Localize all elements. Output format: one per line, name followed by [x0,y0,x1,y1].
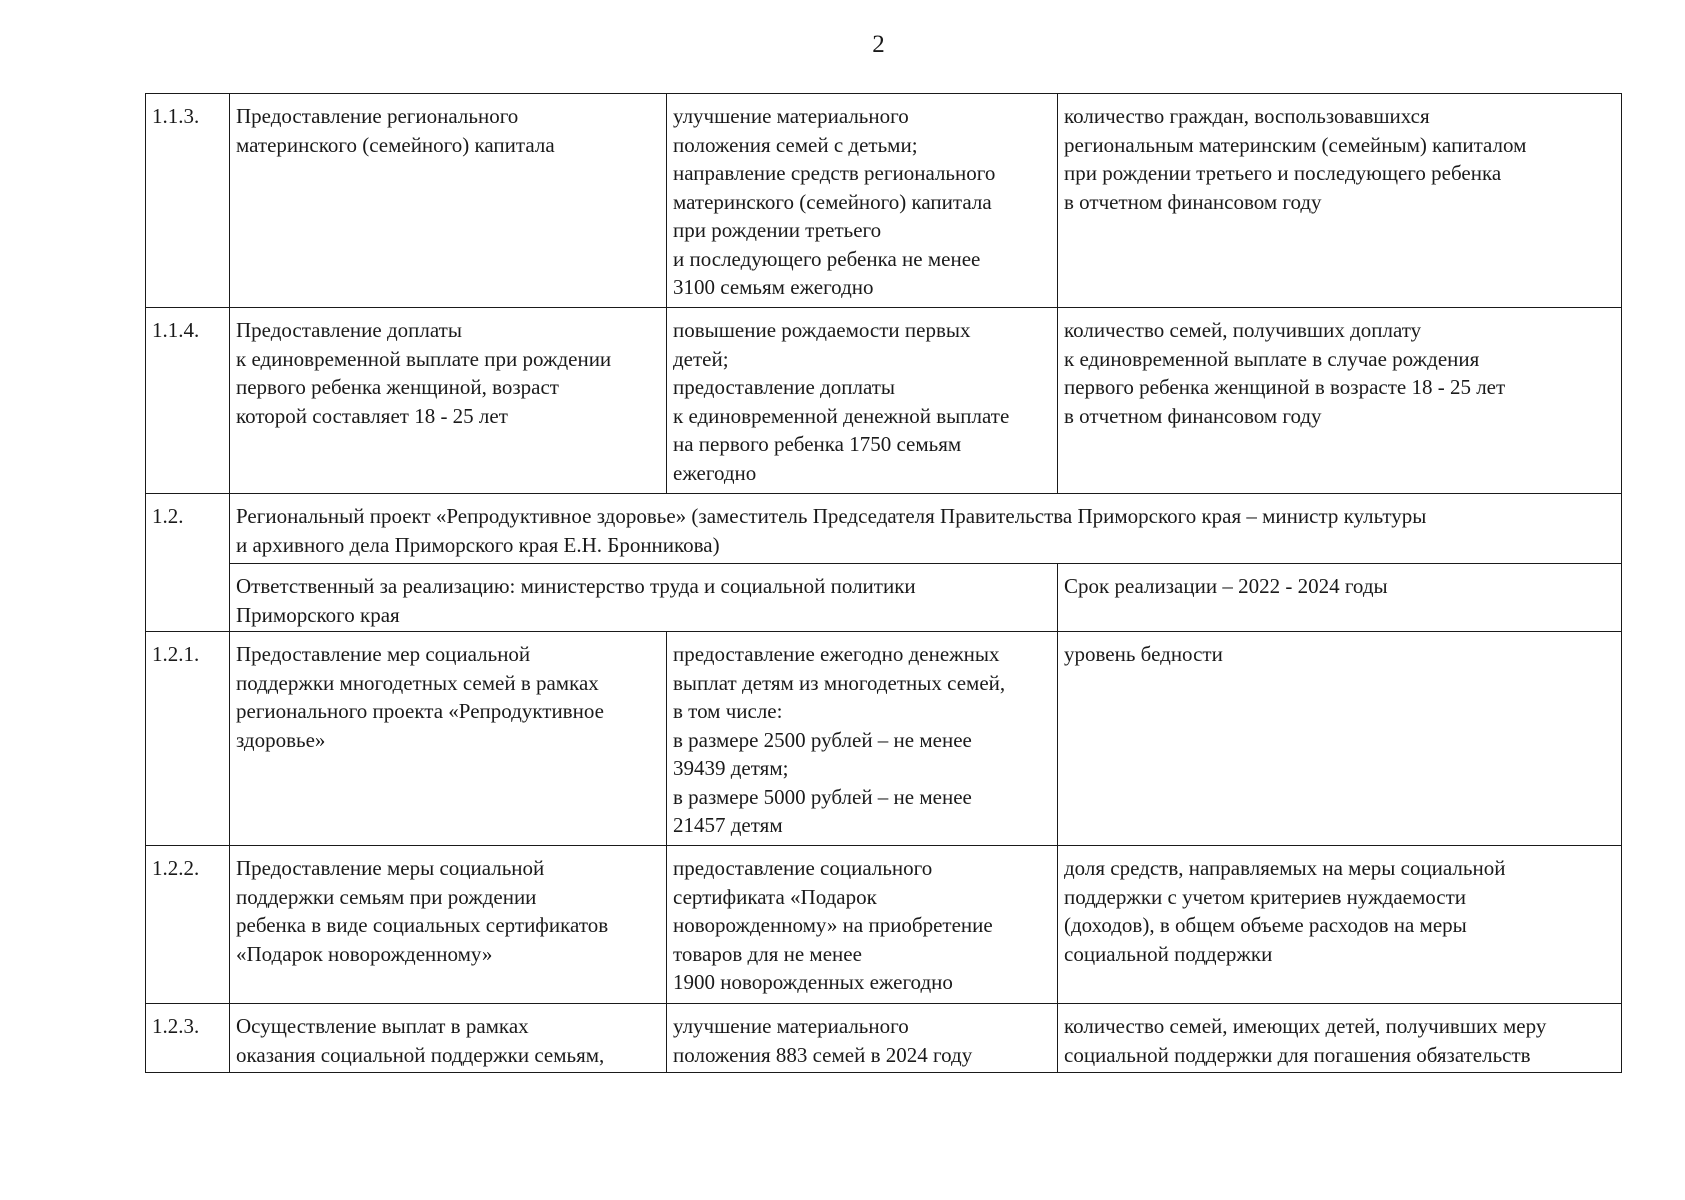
row-number: 1.1.3. [146,94,230,308]
table-row [146,632,1622,846]
measure-indicator: доля средств, направляемых на меры социальной поддержки с учетом критериев нуждаемости (доходов), в общем объеме расходов на меры социальной поддержки [1058,846,1622,1004]
row-number: 1.2.3. [146,1004,230,1073]
measure-indicator: количество граждан, воспользовавшихся региональным материнским (семейным) капиталом при рождении третьего и последующего ребенка в отчетном финансовом году [1058,94,1622,308]
measure-indicator: количество семей, имеющих детей, получивших меру социальной поддержки для погашения обязательств [1058,1004,1622,1073]
measure-result: повышение рождаемости первых детей; предоставление доплаты к единовременной денежной выплате на первого ребенка 1750 семьям ежегодно [667,308,1058,494]
measure-result: предоставление ежегодно денежных выплат детям из многодетных семей, в том числе: в размере 2500 рублей – не менее 39439 детям; в размере 5000 рублей – не менее 21457 детям [667,632,1058,846]
project-details-row [146,564,1622,632]
project-title: Региональный проект «Репродуктивное здоровье» (заместитель Председателя Правительства Приморского края – министр культуры и архивного дела Приморского края Е.Н. Бронникова) [230,494,1622,564]
measure-title: Осуществление выплат в рамках оказания социальной поддержки семьям, [230,1004,667,1073]
measure-indicator: количество семей, получивших доплату к единовременной выплате в случае рождения первого ребенка женщиной в возрасте 18 - 25 лет в отчетном финансовом году [1058,308,1622,494]
table-row [146,1004,1622,1073]
measure-title: Предоставление меры социальной поддержки семьям при рождении ребенка в виде социальных сертификатов «Подарок новорожденному» [230,846,667,1004]
table-row [146,94,1622,308]
measure-result: улучшение материального положения 883 семей в 2024 году [667,1004,1058,1073]
row-number: 1.2.1. [146,632,230,846]
measure-result: улучшение материального положения семей с детьми; направление средств регионального материнского (семейного) капитала при рождении третьего и последующего ребенка не менее 3100 семьям ежегодно [667,94,1058,308]
measure-title: Предоставление мер социальной поддержки многодетных семей в рамках регионального проекта «Репродуктивное здоровье» [230,632,667,846]
measures-table [145,93,1622,1073]
project-term: Срок реализации – 2022 - 2024 годы [1058,564,1622,632]
project-number: 1.2. [146,494,230,632]
row-number: 1.1.4. [146,308,230,494]
measure-indicator: уровень бедности [1058,632,1622,846]
table-row [146,308,1622,494]
measure-result: предоставление социального сертификата «Подарок новорожденному» на приобретение товаров для не менее 1900 новорожденных ежегодно [667,846,1058,1004]
measure-title: Предоставление доплаты к единовременной выплате при рождении первого ребенка женщиной, возраст которой составляет 18 - 25 лет [230,308,667,494]
page-number: 2 [872,31,885,58]
measure-title: Предоставление регионального материнского (семейного) капитала [230,94,667,308]
row-number: 1.2.2. [146,846,230,1004]
project-responsible: Ответственный за реализацию: министерство труда и социальной политики Приморского края [230,564,1058,632]
project-row [146,494,1622,564]
table-row [146,846,1622,1004]
